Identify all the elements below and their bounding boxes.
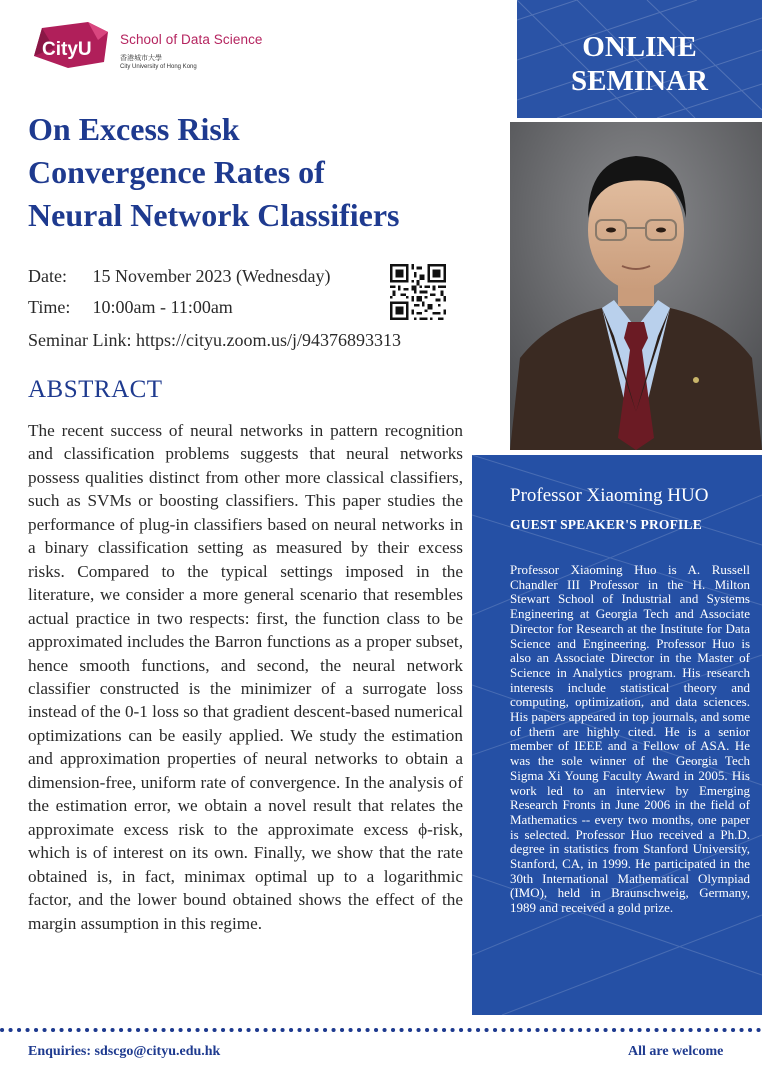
welcome-note: All are welcome	[628, 1044, 724, 1059]
university-name-chinese: 香港城市大學	[120, 55, 162, 62]
date-label: Date:	[28, 266, 67, 286]
logo-text: CityU	[42, 39, 92, 60]
speaker-name: Professor Xiaoming HUO	[510, 485, 709, 506]
footer-dotted-divider	[0, 1027, 762, 1033]
event-time	[28, 297, 233, 318]
title-line-1: On Excess Risk	[28, 111, 240, 147]
abstract-heading: ABSTRACT	[28, 376, 163, 403]
speaker-profile-panel	[472, 455, 762, 1015]
time-label: Time:	[28, 297, 71, 317]
profile-heading: GUEST SPEAKER'S PROFILE	[510, 517, 702, 532]
title-line-3: Neural Network Classifiers	[28, 197, 400, 233]
link-value[interactable]: https://cityu.zoom.us/j/94376893313	[135, 330, 401, 350]
banner-line-1: ONLINE	[582, 31, 697, 63]
date-value: 15 November 2023 (Wednesday)	[92, 266, 331, 286]
cityu-logo-mark	[28, 18, 114, 70]
link-label: Seminar Link:	[28, 330, 132, 350]
seminar-title	[28, 108, 478, 237]
event-date	[28, 266, 330, 287]
seminar-link	[28, 330, 401, 351]
title-line-2: Convergence Rates of	[28, 154, 325, 190]
school-name: School of Data Science	[120, 32, 263, 47]
enquiries-contact[interactable]: Enquiries: sdscgo@cityu.edu.hk	[28, 1044, 221, 1059]
abstract-body: The recent success of neural networks in pattern recognition and classification problems suggests that neural networks possess qualities distinct from other more classical classifiers, such as SVMs or boosting classifiers. This paper studies the performance of plug-in classifiers based on neural networks in a binary classification setting as measured by their excess risks. Compared to the typical settings imposed in the literature, we consider a more general scenario that resembles actual practice in two respects: first, the function class to be approximated includes the Barron functions as a proper subset, hence smooth functions, and second, the neural network classifier constructed is the minimizer of a surrogate loss instead of the 0-1 loss so that gradient descent-based numerical optimizations can be easily applied. We study the estimation and approximation properties of neural networks to obtain a dimension-free, uniform rate of convergence. In the analysis of the estimation error, we obtain a novel result that relates the approximate excess risk to the approximate excess ϕ-risk, which is of interest on its own. Finally, we show that the rate obtained is, in fact, minimax optimal up to a logarithmic factor, and the lower bound obtained shows the effect of the margin assumption in this regime.	[28, 421, 463, 933]
speaker-bio: Professor Xiaoming Huo is A. Russell Chandler III Professor in the H. Milton Stewart School of Industrial and Systems Engineering at Georgia Tech and Associate Director for Research at the Institute for Data Science and Engineering. Professor Huo is also an Associate Director in the Master of Science in Analytics program. His research interests include statistical theory and computing, optimization, and data sciences. His papers appeared in top journals, and some of them are highly cited. He is a senior member of IEEE and a Fellow of ASA. He was the sole winner of the Georgia Tech Sigma Xi Young Faculty Award in 2005. His work led to an interview by Emerging Research Fronts in June 2006 in the field of Mathematics -- every two months, one paper is selected. Professor Huo received a Ph.D. degree in statistics from Stanford University, Stanford, CA, in 1999. He participated in the 30th International Mathematical Olympiad (IMO), held in Braunschweig, Germany, 1989 and received a gold prize.	[510, 562, 750, 916]
time-value: 10:00am - 11:00am	[92, 297, 233, 317]
banner-line-2: SEMINAR	[571, 65, 708, 97]
online-seminar-banner	[517, 0, 762, 118]
qr-code-icon[interactable]	[390, 264, 446, 320]
cityu-logo	[28, 18, 263, 70]
university-name-english: City University of Hong Kong	[120, 64, 197, 70]
speaker-photo	[510, 122, 762, 450]
